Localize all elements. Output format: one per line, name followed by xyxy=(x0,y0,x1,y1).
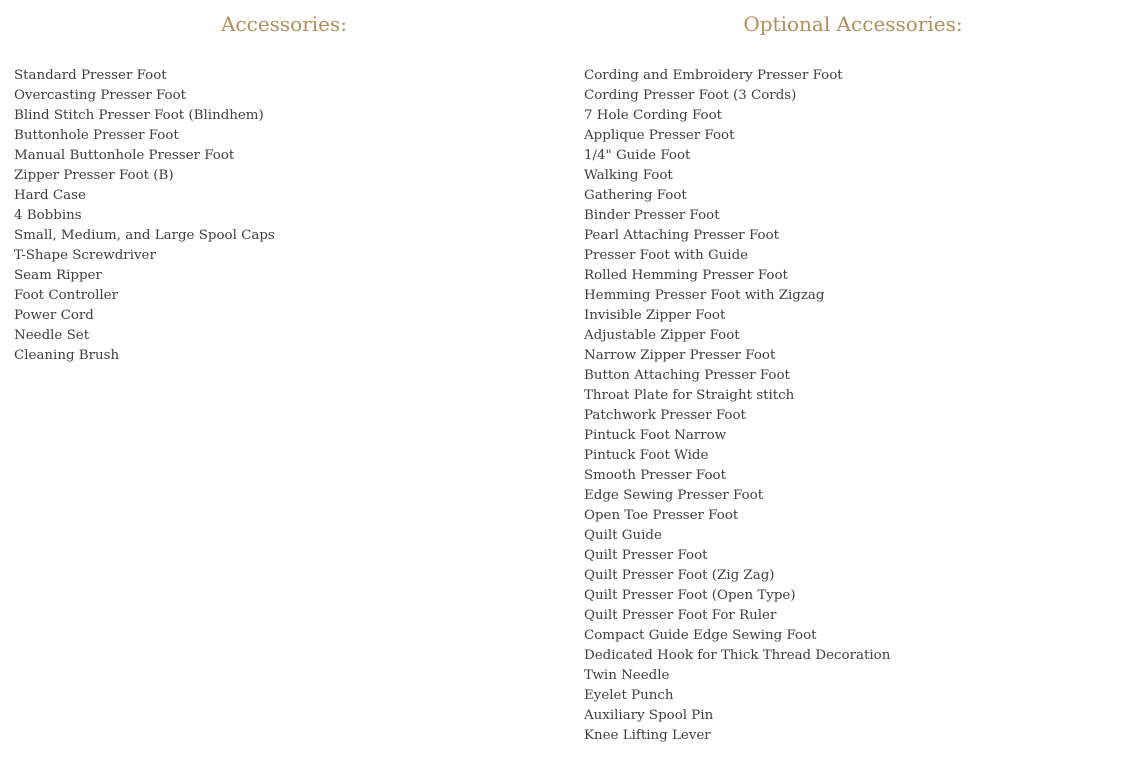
optional-accessory-item: Applique Presser Foot xyxy=(584,128,735,143)
optional-accessory-item: Walking Foot xyxy=(584,168,673,183)
optional-accessory-item: Smooth Presser Foot xyxy=(584,468,726,483)
accessories-heading: Accessories: xyxy=(220,12,348,36)
accessory-item: Standard Presser Foot xyxy=(14,68,167,83)
optional-accessory-item: Quilt Guide xyxy=(584,528,662,543)
accessory-item: Seam Ripper xyxy=(14,268,102,283)
optional-accessory-item: Edge Sewing Presser Foot xyxy=(584,488,764,503)
optional-accessories-section xyxy=(570,0,1136,743)
optional-accessory-item: Binder Presser Foot xyxy=(584,208,720,223)
optional-accessory-item: Quilt Presser Foot (Zig Zag) xyxy=(584,568,775,583)
accessory-item: Power Cord xyxy=(14,308,94,323)
accessory-item: 4 Bobbins xyxy=(14,208,82,223)
optional-accessory-item: Button Attaching Presser Foot xyxy=(584,368,790,383)
optional-accessory-item: 1/4" Guide Foot xyxy=(584,148,691,163)
optional-accessory-item: Narrow Zipper Presser Foot xyxy=(584,348,776,363)
accessory-item: Needle Set xyxy=(14,328,90,343)
optional-accessory-item: Adjustable Zipper Foot xyxy=(584,328,740,343)
accessory-item: Small, Medium, and Large Spool Caps xyxy=(14,228,275,243)
optional-accessory-item: Eyelet Punch xyxy=(584,688,674,703)
optional-accessory-item: Auxiliary Spool Pin xyxy=(584,708,714,723)
optional-accessory-item: Pintuck Foot Narrow xyxy=(584,428,727,443)
accessory-item: Foot Controller xyxy=(14,288,118,303)
optional-accessory-item: 7 Hole Cording Foot xyxy=(584,108,723,123)
optional-accessory-item: Quilt Presser Foot (Open Type) xyxy=(584,588,796,603)
accessory-item: Zipper Presser Foot (B) xyxy=(14,168,174,183)
optional-accessory-item: Knee Lifting Lever xyxy=(584,728,711,743)
accessory-item: Overcasting Presser Foot xyxy=(14,88,187,103)
accessory-item: T-Shape Screwdriver xyxy=(14,248,156,263)
optional-accessory-item: Quilt Presser Foot For Ruler xyxy=(584,608,777,623)
optional-accessories-heading: Optional Accessories: xyxy=(743,12,963,36)
optional-accessory-item: Cording and Embroidery Presser Foot xyxy=(584,68,843,83)
accessory-item: Manual Buttonhole Presser Foot xyxy=(14,148,235,163)
optional-accessory-item: Twin Needle xyxy=(584,668,670,683)
optional-accessory-item: Presser Foot with Guide xyxy=(584,248,749,263)
optional-accessory-item: Cording Presser Foot (3 Cords) xyxy=(584,88,797,103)
accessory-item: Buttonhole Presser Foot xyxy=(14,128,179,143)
optional-accessory-item: Dedicated Hook for Thick Thread Decoration xyxy=(584,648,891,663)
optional-accessory-item: Rolled Hemming Presser Foot xyxy=(584,268,788,283)
accessories-section xyxy=(0,0,568,363)
accessory-item: Cleaning Brush xyxy=(14,348,120,363)
optional-accessory-item: Invisible Zipper Foot xyxy=(584,308,726,323)
accessories-list xyxy=(14,66,275,366)
optional-accessory-item: Gathering Foot xyxy=(584,188,687,203)
optional-accessory-item: Throat Plate for Straight stitch xyxy=(584,388,795,403)
optional-accessories-list xyxy=(584,66,890,746)
optional-accessory-item: Pintuck Foot Wide xyxy=(584,448,709,463)
optional-accessory-item: Hemming Presser Foot with Zigzag xyxy=(584,288,825,303)
optional-accessory-item: Patchwork Presser Foot xyxy=(584,408,746,423)
optional-accessory-item: Pearl Attaching Presser Foot xyxy=(584,228,780,243)
optional-accessory-item: Compact Guide Edge Sewing Foot xyxy=(584,628,817,643)
optional-accessory-item: Quilt Presser Foot xyxy=(584,548,708,563)
accessory-item: Blind Stitch Presser Foot (Blindhem) xyxy=(14,108,264,123)
accessory-item: Hard Case xyxy=(14,188,86,203)
optional-accessory-item: Open Toe Presser Foot xyxy=(584,508,739,523)
